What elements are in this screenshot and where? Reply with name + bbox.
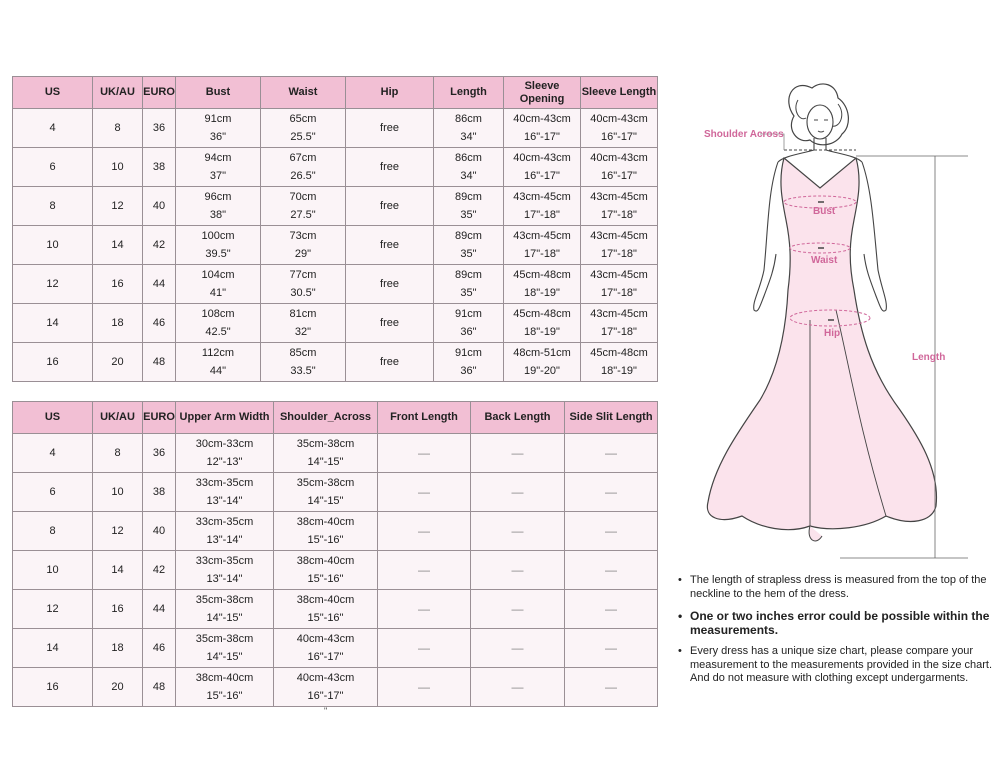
cell-cm-value: 35cm-38cm (296, 477, 355, 489)
cell-inch-value: 39.5" (205, 248, 231, 260)
note-unique-chart (678, 645, 996, 686)
dash-icon: — (418, 563, 430, 577)
cell-inch-value: 36" (460, 326, 477, 338)
cell-cm-value: 91cm (204, 113, 232, 125)
cell-uk: 10 (93, 148, 143, 187)
header-euro: EURO (143, 77, 176, 109)
dash-icon: — (418, 680, 430, 694)
cell-cm-value: 40cm-43cm (590, 113, 648, 125)
cell-us: 8 (13, 512, 93, 551)
cell-measurement (504, 265, 581, 304)
cell-measurement (434, 187, 504, 226)
table-row (13, 226, 658, 265)
note-text: One or two inches error could be possible within the measurements. (690, 609, 990, 637)
cell-measurement (434, 109, 504, 148)
cell-euro: 44 (143, 590, 176, 629)
note-strapless-length (678, 574, 996, 601)
cell-inch-value: 16"-17" (601, 170, 637, 182)
table-row (13, 187, 658, 226)
table2-header-row (13, 402, 658, 434)
cell-measurement (176, 148, 261, 187)
cell-inch-value: 16"-17" (524, 170, 560, 182)
cell-cm-value: 91cm (455, 308, 482, 320)
cell-inch-value: 26.5" (290, 170, 316, 182)
cell-inch-value: 13"-14" (206, 495, 243, 507)
cell-inch-value: 36" (209, 131, 227, 143)
cell-cm-value: 94cm (204, 152, 232, 164)
cell-cm-value: 38cm-40cm (296, 516, 355, 528)
cell-us: 12 (13, 265, 93, 304)
measurement-notes (678, 574, 996, 694)
cell-us: 4 (13, 109, 93, 148)
cell-measurement (581, 265, 658, 304)
cell-inch-value: 15"-16" (307, 534, 344, 546)
cell-measurement (504, 304, 581, 343)
cell-euro: 46 (143, 629, 176, 668)
cell-euro: 48 (143, 668, 176, 707)
cell-inch-value: 37" (209, 170, 227, 182)
cell-uk: 18 (93, 629, 143, 668)
cell-euro: 46 (143, 304, 176, 343)
cell-euro: 48 (143, 343, 176, 382)
cell-inch-value: 15"-16" (307, 612, 344, 624)
cell-measurement (176, 304, 261, 343)
cell-cm-value: 43cm-45cm (513, 230, 571, 242)
cell-hip: free (346, 148, 434, 187)
size-table-1 (12, 76, 658, 382)
cell-cm-value: 67cm (289, 152, 317, 164)
note-text: Every dress has a unique size chart, please compare your measurement to the measurements provided in the size chart. And do not measure with clothing except undergarments. (690, 645, 993, 684)
right-arm-illustration (862, 162, 886, 311)
cell-empty (378, 590, 471, 629)
cell-cm-value: 40cm-43cm (513, 113, 571, 125)
dash-icon: — (511, 641, 524, 655)
note-text: The length of strapless dress is measured from the top of the neckline to the hem of the dress. (690, 574, 987, 600)
cell-measurement (504, 187, 581, 226)
cell-cm-value: 112cm (201, 347, 235, 359)
cell-cm-value: 43cm-45cm (590, 230, 648, 242)
cell-empty (378, 551, 471, 590)
header-uk: UK/AU (93, 402, 143, 434)
cell-empty (565, 629, 658, 668)
cell-inch-value: 13"-14" (206, 534, 243, 546)
dash-icon: — (605, 524, 617, 538)
cell-inch-value: 42.5" (205, 326, 231, 338)
cell-cm-value: 35cm-38cm (296, 438, 355, 450)
cell-us: 10 (13, 226, 93, 265)
dash-icon: — (511, 680, 524, 694)
cell-us: 10 (13, 551, 93, 590)
table-row (13, 512, 658, 551)
table-row (13, 668, 658, 707)
size-table-2 (12, 401, 658, 707)
bullet-icon: • (678, 609, 683, 623)
table-row (13, 629, 658, 668)
cell-cm-value: 81cm (289, 308, 317, 320)
cell-inch-value: 17"-18" (524, 209, 560, 221)
cell-cm-value: 40cm-43cm (296, 672, 355, 684)
cell-cm-value: 33cm-35cm (195, 516, 254, 528)
cell-cm-value: 43cm-45cm (590, 191, 648, 203)
cell-inch-value: 13"-14" (206, 573, 243, 585)
dash-icon: — (418, 485, 430, 499)
cell-measurement (581, 304, 658, 343)
cell-us: 12 (13, 590, 93, 629)
header-length: Length (434, 77, 504, 109)
cell-cm-value: 38cm-40cm (195, 672, 254, 684)
cell-measurement (261, 109, 346, 148)
cell-cm-value: 73cm (289, 230, 317, 242)
note-error-margin (678, 609, 996, 637)
table-row (13, 343, 658, 382)
cell-empty (565, 473, 658, 512)
cell-measurement (176, 343, 261, 382)
header-side-slit-length: Side Slit Length (565, 402, 658, 434)
cell-measurement (176, 668, 274, 707)
header-back-length: Back Length (471, 402, 565, 434)
cell-measurement (581, 343, 658, 382)
cell-measurement (434, 304, 504, 343)
cell-cm-value: 45cm-48cm (590, 347, 648, 359)
cell-euro: 42 (143, 551, 176, 590)
table-row (13, 473, 658, 512)
cell-cm-value: 30cm-33cm (195, 438, 254, 450)
cell-uk: 20 (93, 668, 143, 707)
header-hip: Hip (346, 77, 434, 109)
cell-empty (471, 668, 565, 707)
dash-icon: — (511, 563, 524, 577)
cell-inch-value: 15"-16" (206, 690, 243, 702)
cell-inch-value: 36" (460, 365, 477, 377)
cell-euro: 40 (143, 187, 176, 226)
cell-inch-value: 29" (294, 248, 312, 260)
cell-measurement (504, 109, 581, 148)
cell-measurement (274, 590, 378, 629)
cell-measurement (504, 226, 581, 265)
cell-cm-value: 38cm-40cm (296, 555, 355, 567)
cell-inch-value: 34" (460, 170, 477, 182)
cell-cm-value: 86cm (455, 152, 482, 164)
table-row (13, 265, 658, 304)
cell-cm-value: 70cm (289, 191, 317, 203)
cell-cm-value: 48cm-51cm (513, 347, 571, 359)
cell-inch-value: 16"-17" (307, 690, 344, 702)
dash-icon: — (605, 485, 617, 499)
cell-cm-value: 77cm (289, 269, 317, 281)
cell-cm-value: 43cm-45cm (590, 308, 648, 320)
cell-measurement (504, 148, 581, 187)
face-illustration (807, 105, 833, 139)
cell-us: 14 (13, 304, 93, 343)
cell-empty (565, 590, 658, 629)
cell-measurement (176, 187, 261, 226)
cell-inch-value: 12"-13" (206, 456, 243, 468)
cell-uk: 18 (93, 304, 143, 343)
cell-hip: free (346, 304, 434, 343)
cell-cm-value: 35cm-38cm (195, 594, 254, 606)
cell-measurement (176, 590, 274, 629)
cell-measurement (504, 343, 581, 382)
cell-cm-value: 35cm-38cm (195, 633, 254, 645)
cell-hip: free (346, 265, 434, 304)
cell-empty (565, 512, 658, 551)
bust-label: Bust (813, 206, 836, 217)
table-row (13, 304, 658, 343)
cell-cm-value: 91cm (455, 347, 482, 359)
cell-inch-value: 35" (460, 287, 477, 299)
table-row (13, 148, 658, 187)
header-euro: EURO (143, 402, 176, 434)
cell-euro: 40 (143, 512, 176, 551)
cell-hip: free (346, 187, 434, 226)
cell-measurement (176, 473, 274, 512)
cell-inch-value: 34" (460, 131, 477, 143)
cell-inch-value: 16"-17" (601, 131, 637, 143)
cell-us: 6 (13, 473, 93, 512)
header-us: US (13, 77, 93, 109)
cell-measurement (176, 226, 261, 265)
cell-cm-value: 89cm (455, 191, 482, 203)
dash-icon: — (605, 446, 617, 460)
dash-icon: — (418, 446, 430, 460)
header-front-length: Front Length (378, 402, 471, 434)
cell-inch-value: 41" (209, 287, 227, 299)
cell-empty (565, 668, 658, 707)
dash-icon: — (605, 602, 617, 616)
cell-inch-value: 17"-18" (601, 248, 637, 260)
header-bust: Bust (176, 77, 261, 109)
cell-inch-value: 16"-17" (307, 651, 344, 663)
cell-inch-value: 35" (460, 209, 477, 221)
cell-cm-value: 40cm-43cm (590, 152, 648, 164)
cell-measurement (261, 148, 346, 187)
cell-cm-value: 104cm (201, 269, 235, 281)
cell-inch-value: 14"-15" (206, 612, 243, 624)
cell-measurement (434, 265, 504, 304)
cell-inch-value: 17"-18" (601, 209, 637, 221)
shoulder-across-label: Shoulder Across (704, 129, 784, 140)
cell-measurement (581, 109, 658, 148)
cell-euro: 36 (143, 434, 176, 473)
cell-inch-value: 30.5" (290, 287, 316, 299)
cell-empty (378, 668, 471, 707)
cell-measurement (274, 512, 378, 551)
dash-icon: — (605, 563, 617, 577)
cell-measurement (434, 343, 504, 382)
cell-us: 14 (13, 629, 93, 668)
cell-inch-value: 18"-19" (524, 326, 560, 338)
cell-hip: free (346, 109, 434, 148)
dash-icon: — (418, 641, 430, 655)
cell-uk: 16 (93, 590, 143, 629)
dash-icon: — (605, 680, 617, 694)
cell-empty (565, 434, 658, 473)
cell-measurement (434, 148, 504, 187)
left-arm-illustration (754, 162, 778, 311)
cell-us: 16 (13, 343, 93, 382)
cell-measurement (261, 343, 346, 382)
table-row (13, 590, 658, 629)
table-row (13, 109, 658, 148)
cell-inch-value: 18"-19" (601, 365, 637, 377)
cell-cm-value: 65cm (289, 113, 317, 125)
header-us: US (13, 402, 93, 434)
cell-cm-value: 89cm (455, 230, 482, 242)
cell-measurement (274, 434, 378, 473)
cell-measurement (274, 473, 378, 512)
cell-empty (378, 473, 471, 512)
cell-inch-value: 27.5" (290, 209, 316, 221)
cell-measurement (261, 226, 346, 265)
cell-measurement (261, 265, 346, 304)
cell-euro: 42 (143, 226, 176, 265)
cell-uk: 10 (93, 473, 143, 512)
cell-empty (378, 434, 471, 473)
dash-icon: — (511, 485, 524, 499)
cell-empty (378, 629, 471, 668)
header-sleeve-length: Sleeve Length (581, 77, 658, 109)
cell-uk: 8 (93, 109, 143, 148)
cell-measurement (581, 148, 658, 187)
waist-label: Waist (811, 255, 838, 266)
cell-empty (471, 434, 565, 473)
cell-inch-value: 44" (209, 365, 227, 377)
bullet-icon: • (678, 645, 682, 657)
cell-euro: 44 (143, 265, 176, 304)
cell-inch-value: 17"-18" (524, 248, 560, 260)
cell-uk: 20 (93, 343, 143, 382)
cell-inch-value: 35" (460, 248, 477, 260)
dash-icon: — (511, 524, 524, 538)
cell-cm-value: 40cm-43cm (296, 633, 355, 645)
bullet-icon: • (678, 574, 682, 586)
header-upper-arm-width: Upper Arm Width (176, 402, 274, 434)
cell-measurement (176, 512, 274, 551)
cell-euro: 38 (143, 473, 176, 512)
cell-empty (471, 629, 565, 668)
cell-measurement (176, 265, 261, 304)
cell-cm-value: 38cm-40cm (296, 594, 355, 606)
cell-uk: 12 (93, 187, 143, 226)
cell-inch-value: 16"-17" (524, 131, 560, 143)
cell-measurement (261, 187, 346, 226)
cell-inch-value: 19"-20" (524, 365, 560, 377)
cell-us: 8 (13, 187, 93, 226)
table-row (13, 434, 658, 473)
cell-empty (471, 473, 565, 512)
cell-measurement (581, 187, 658, 226)
cell-inch-value: 33.5" (290, 365, 316, 377)
cell-cm-value: 86cm (455, 113, 482, 125)
cell-measurement (274, 629, 378, 668)
cell-cm-value: 45cm-48cm (513, 308, 571, 320)
cell-empty (471, 551, 565, 590)
cell-cm-value: 33cm-35cm (195, 555, 254, 567)
table-row (13, 551, 658, 590)
cell-cm-value: 45cm-48cm (513, 269, 571, 281)
cell-uk: 16 (93, 265, 143, 304)
cell-uk: 14 (93, 226, 143, 265)
dash-icon: — (511, 446, 524, 460)
cell-measurement (176, 551, 274, 590)
dress-measurement-illustration (660, 70, 1000, 570)
cell-uk: 12 (93, 512, 143, 551)
header-shoulder-across: Shoulder_Across (274, 402, 378, 434)
length-label: Length (912, 352, 946, 363)
table1-header-row (13, 77, 658, 109)
cell-us: 6 (13, 148, 93, 187)
cell-us: 4 (13, 434, 93, 473)
cell-hip: free (346, 226, 434, 265)
cell-empty (378, 512, 471, 551)
cell-cm-value: 108cm (201, 308, 235, 320)
cell-inch-value: 17"-18" (601, 326, 637, 338)
header-waist: Waist (261, 77, 346, 109)
dash-icon: — (418, 524, 430, 538)
cell-measurement (176, 109, 261, 148)
cell-cm-value: 40cm-43cm (513, 152, 571, 164)
cell-empty (471, 590, 565, 629)
dash-icon: — (418, 602, 430, 616)
cell-inch-value: 14"-15" (307, 495, 344, 507)
cell-empty (565, 551, 658, 590)
cell-measurement (176, 434, 274, 473)
cell-inch-value: 17"-18" (601, 287, 637, 299)
cell-inch-value: 38" (209, 209, 227, 221)
hip-label: Hip (824, 328, 841, 339)
cell-inch-value: 15"-16" (307, 573, 344, 585)
cell-measurement (274, 668, 378, 707)
cell-cm-value: 89cm (455, 269, 482, 281)
cell-inch-value: 14"-15" (307, 456, 344, 468)
cell-measurement (176, 629, 274, 668)
header-sleeve-opening: Sleeve Opening (504, 77, 581, 109)
cell-empty (471, 512, 565, 551)
cell-measurement (581, 226, 658, 265)
cell-cm-value: 96cm (204, 191, 232, 203)
cell-measurement (261, 304, 346, 343)
cell-cm-value: 43cm-45cm (590, 269, 648, 281)
dash-icon: — (605, 641, 617, 655)
cell-hip: free (346, 343, 434, 382)
cell-inch-value: 14"-15" (206, 651, 243, 663)
cell-cm-value: 100cm (201, 230, 235, 242)
cell-inch-value: 18"-19" (524, 287, 560, 299)
cell-cm-value: 43cm-45cm (513, 191, 571, 203)
cell-cm-value: 33cm-35cm (195, 477, 254, 489)
cell-uk: 14 (93, 551, 143, 590)
cell-euro: 38 (143, 148, 176, 187)
header-uk: UK/AU (93, 77, 143, 109)
cell-uk: 8 (93, 434, 143, 473)
cell-euro: 36 (143, 109, 176, 148)
cell-us: 16 (13, 668, 93, 707)
cell-inch-value: 32" (294, 326, 312, 338)
stray-quote-mark: " (324, 706, 328, 716)
cell-measurement (274, 551, 378, 590)
cell-measurement (434, 226, 504, 265)
cell-cm-value: 85cm (289, 347, 317, 359)
dash-icon: — (511, 602, 524, 616)
cell-inch-value: 25.5" (290, 131, 316, 143)
